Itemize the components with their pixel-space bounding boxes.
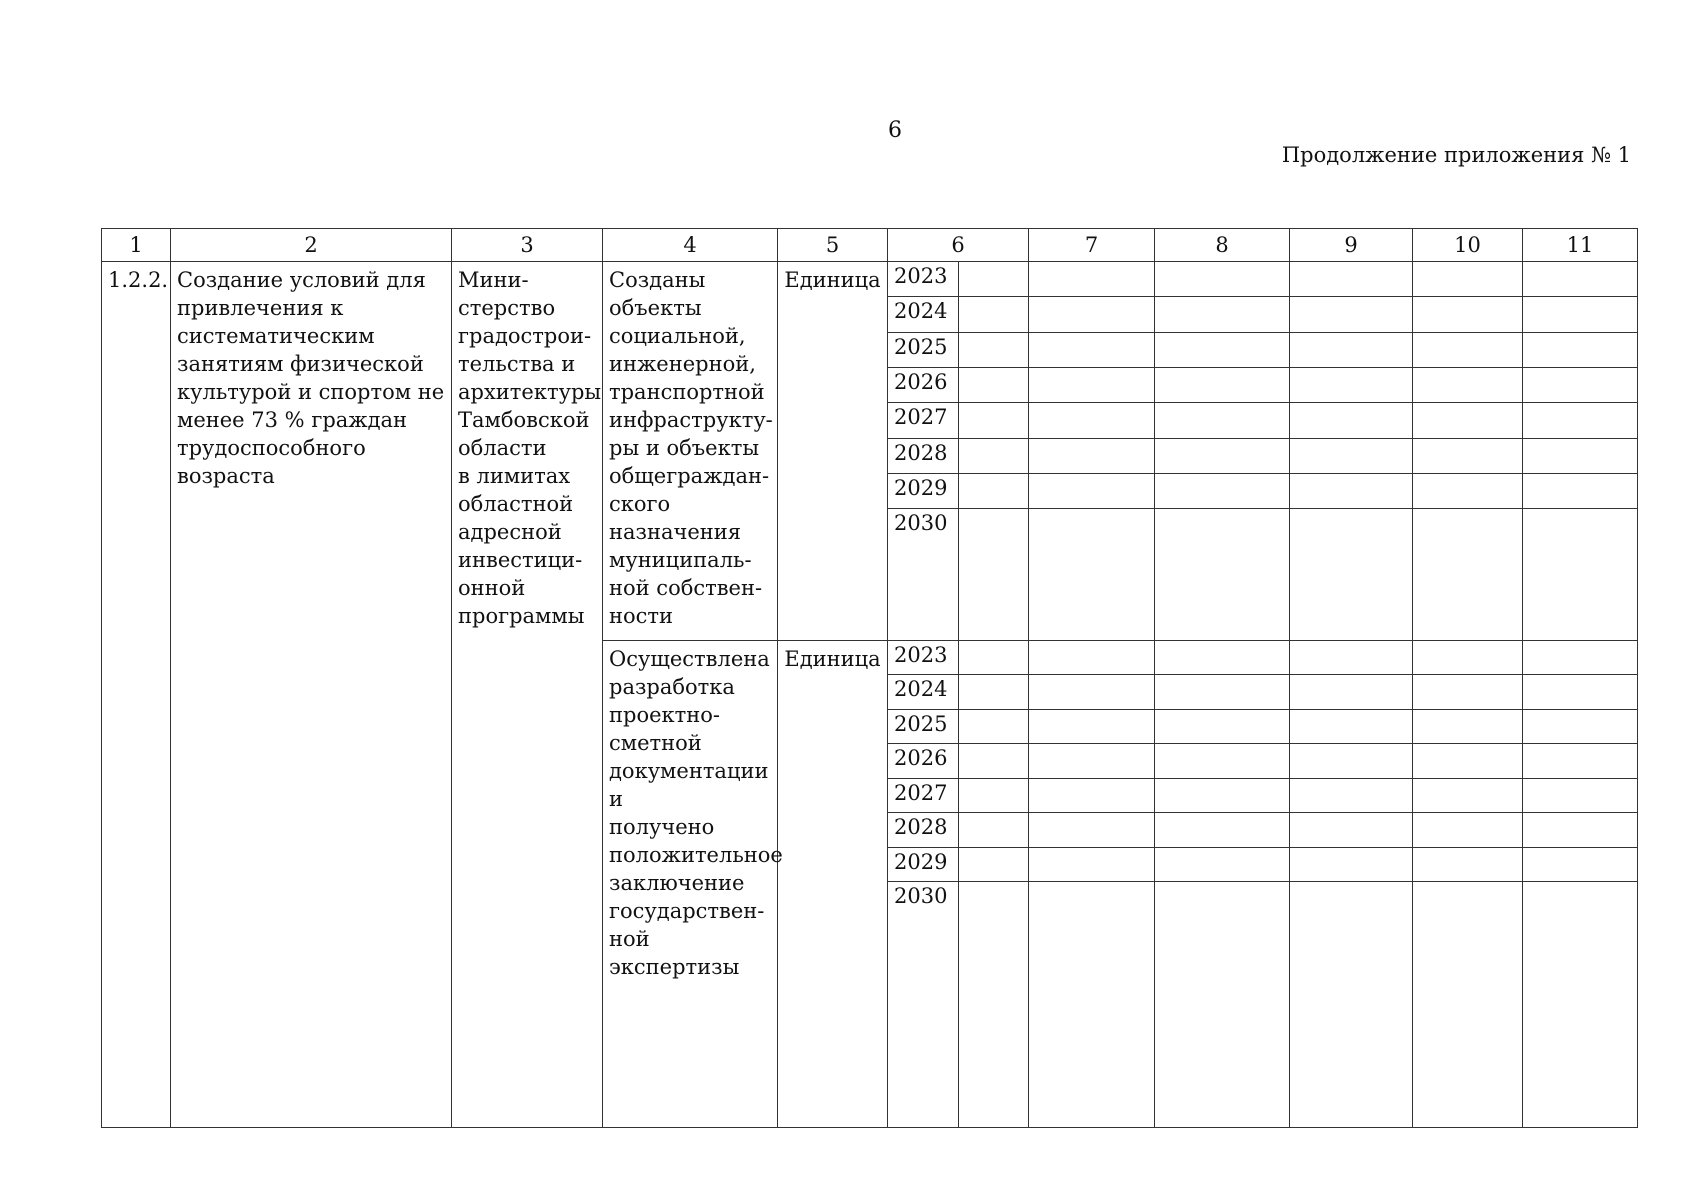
value-cell [1029,882,1155,1128]
value-cell [1290,709,1413,744]
value-cell [1290,509,1413,640]
value-cell [1413,847,1523,882]
value-cell [1523,403,1638,438]
continuation-label: Продолжение приложения № 1 [1281,143,1631,167]
indicator-cell-text: Созданы объекты социальной, инженерной, транспортной инфраструкту- ры и объекты общеграждан- ского назначения муниципаль- ной собствен- ности [609,268,773,628]
value-cell [1523,640,1638,675]
value-cell [1290,474,1413,509]
value-cell [1155,297,1290,332]
year-cell [888,262,959,297]
value-cell [959,640,1029,675]
year-cell [888,297,959,332]
value-cell [1029,847,1155,882]
value-cell [1290,368,1413,403]
value-cell [1155,813,1290,848]
value-cell [1413,882,1523,1128]
year-cell [888,709,959,744]
value-cell [1290,438,1413,473]
unit-cell-text: Единица [784,268,881,292]
value-cell [1523,297,1638,332]
value-cell [1155,403,1290,438]
unit-cell [778,640,888,1127]
year-cell [888,332,959,367]
column-header: 8 [1155,229,1290,262]
year-cell-text: 2023 [894,264,948,288]
value-cell [1029,403,1155,438]
year-cell [888,474,959,509]
value-cell [1029,709,1155,744]
value-cell [1413,778,1523,813]
value-cell [1155,882,1290,1128]
value-cell [1413,297,1523,332]
value-cell [1290,813,1413,848]
year-cell-text: 2029 [894,849,948,874]
unit-cell-text: Единица [784,646,881,671]
value-cell [959,403,1029,438]
value-cell [1029,813,1155,848]
value-cell [1413,744,1523,779]
value-cell [1523,675,1638,710]
year-cell [888,847,959,882]
column-number-row [102,229,1638,262]
year-cell [888,882,959,1128]
value-cell [1523,509,1638,640]
value-cell [1290,675,1413,710]
value-cell [1413,474,1523,509]
value-cell [1523,882,1638,1128]
value-cell [1029,744,1155,779]
value-cell [1155,438,1290,473]
year-cell [888,368,959,403]
year-cell-text: 2029 [894,476,948,501]
value-cell [1029,509,1155,640]
unit-cell [778,262,888,641]
year-cell-text: 2024 [894,299,948,324]
value-cell [1290,403,1413,438]
value-cell [959,847,1029,882]
value-cell [1290,297,1413,332]
value-cell [1155,778,1290,813]
value-cell [1290,640,1413,675]
value-cell [1523,778,1638,813]
year-cell-text: 2030 [894,511,948,536]
table-row [102,262,1638,297]
value-cell [1290,332,1413,367]
activity-cell [171,262,452,1128]
value-cell [959,332,1029,367]
value-cell [1413,675,1523,710]
value-cell [959,813,1029,848]
value-cell [1290,262,1413,297]
column-header: 2 [171,229,452,262]
value-cell [959,438,1029,473]
column-header: 5 [778,229,888,262]
column-header: 7 [1029,229,1155,262]
value-cell [1290,847,1413,882]
year-cell [888,675,959,710]
year-cell [888,778,959,813]
value-cell [1523,332,1638,367]
year-cell-text: 2030 [894,884,948,909]
value-cell [1155,640,1290,675]
year-cell [888,509,959,640]
row-number-cell [102,262,171,1128]
value-cell [1523,813,1638,848]
value-cell [1029,675,1155,710]
value-cell [1290,882,1413,1128]
measures-table [101,228,1638,1128]
column-header: 1 [102,229,171,262]
value-cell [1413,368,1523,403]
value-cell [1523,847,1638,882]
activity-cell-text: Создание условий для привлечения к систематическим занятиям физической культурой и спортом не менее 73 % граждан трудоспособного возраста [177,268,445,488]
year-cell-text: 2025 [894,711,948,736]
value-cell [1290,744,1413,779]
column-header: 3 [452,229,603,262]
value-cell [959,778,1029,813]
year-cell-text: 2024 [894,677,948,702]
value-cell [1523,709,1638,744]
indicator-cell [603,262,778,641]
value-cell [1413,332,1523,367]
value-cell [1413,709,1523,744]
year-cell [888,403,959,438]
value-cell [959,509,1029,640]
column-header: 11 [1523,229,1638,262]
value-cell [1155,709,1290,744]
value-cell [1413,813,1523,848]
indicator-cell [603,640,783,1127]
year-cell-text: 2026 [894,370,948,395]
value-cell [959,297,1029,332]
year-cell-text: 2027 [894,780,948,805]
value-cell [1413,640,1523,675]
year-cell-text: 2026 [894,746,948,771]
value-cell [1029,438,1155,473]
value-cell [1155,332,1290,367]
value-cell [959,262,1029,297]
value-cell [959,368,1029,403]
year-cell-text: 2027 [894,405,948,430]
value-cell [1155,744,1290,779]
year-cell-text: 2028 [894,815,948,840]
value-cell [1413,262,1523,297]
indicator-cell-text: Осуществлена разработка проектно- сметной документации и получено положительное заключение государствен- ной экспертизы [609,646,783,979]
value-cell [1155,474,1290,509]
value-cell [1155,262,1290,297]
value-cell [959,744,1029,779]
value-cell [1029,297,1155,332]
value-cell [1155,368,1290,403]
value-cell [1029,368,1155,403]
column-header: 6 [888,229,1029,262]
value-cell [1155,675,1290,710]
value-cell [1413,509,1523,640]
value-cell [959,882,1029,1128]
executor-cell-text: Мини- стерство градострои- тельства и архитектуры Тамбовской области в лимитах областной адресной инвестици- онной программы [458,268,602,628]
value-cell [959,474,1029,509]
column-header: 10 [1413,229,1523,262]
year-cell-text: 2028 [894,440,948,465]
value-cell [1523,474,1638,509]
year-cell-text: 2025 [894,334,948,359]
year-cell [888,438,959,473]
executor-cell [452,262,603,1128]
year-cell-text: 2023 [894,642,948,667]
row-number-cell-text: 1.2.2. [108,268,169,292]
value-cell [1523,368,1638,403]
value-cell [1523,262,1638,297]
year-cell [888,813,959,848]
value-cell [1290,778,1413,813]
page-number: 6 [888,118,902,143]
value-cell [1029,778,1155,813]
column-header: 4 [603,229,778,262]
year-cell [888,744,959,779]
value-cell [1029,262,1155,297]
value-cell [1413,438,1523,473]
value-cell [1155,509,1290,640]
value-cell [1413,403,1523,438]
value-cell [1523,438,1638,473]
value-cell [1155,847,1290,882]
value-cell [1029,640,1155,675]
value-cell [1029,474,1155,509]
value-cell [959,709,1029,744]
column-header: 9 [1290,229,1413,262]
value-cell [959,675,1029,710]
value-cell [1029,332,1155,367]
year-cell [888,640,959,675]
value-cell [1523,744,1638,779]
